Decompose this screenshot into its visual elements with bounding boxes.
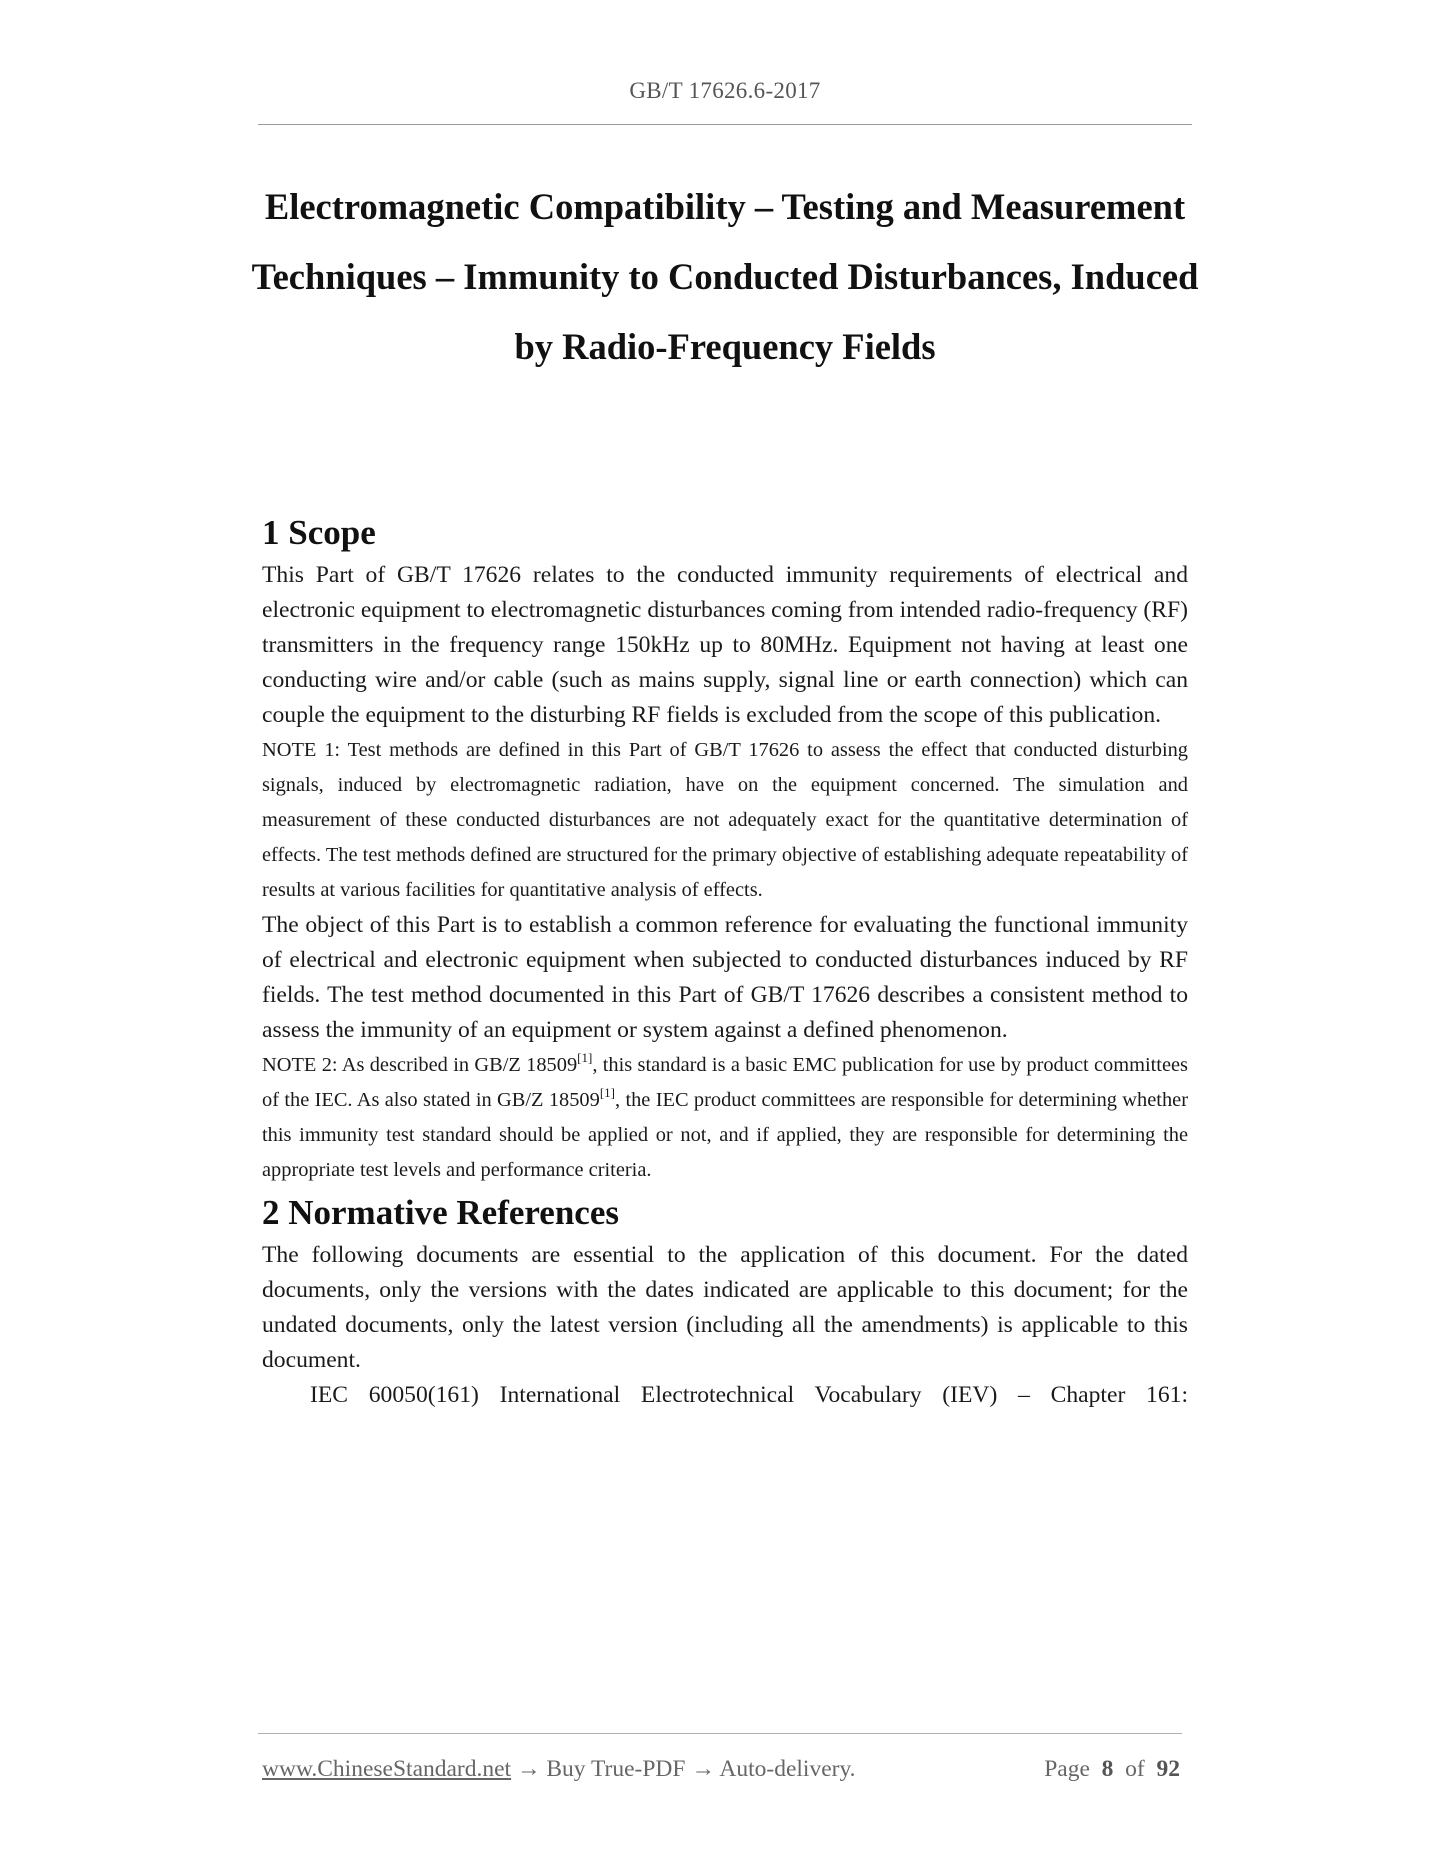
footer-rule [258,1733,1182,1734]
page-total: 92 [1156,1756,1180,1782]
footer-promo [262,1756,856,1783]
page-label: Page [1044,1756,1090,1782]
of-label: of [1125,1756,1145,1782]
title-line-2: Techniques – Immunity to Conducted Disturbances, Induced [251,256,1199,297]
scope-paragraph: This Part of GB/T 17626 relates to the conducted immunity requirements of electrical and electronic equipment to electromagnetic disturbances coming from intended radio-frequency (RF) transmitters in the frequency range 150kHz up to 80MHz. Equipment not having at least one conducting wire and/or cable (such as mains supply, signal line or earth connection) which can couple the equipment to the disturbing RF fields is excluded from the scope of this publication. [262,562,1188,728]
note-2-text-c: , the IEC product committees are responsible for determining whether this immunity test standard should be applied or not, and if applied, they are responsible for determining the appropriate test levels and performance criteria. [262,1089,1188,1181]
note-2-text-b: , this standard is a basic EMC publication for use by product committees of the IEC. As also stated in GB/Z 18509 [262,1054,1188,1111]
header-rule [258,124,1192,125]
footer-promo-text: → Buy True-PDF → Auto-delivery. [511,1756,856,1782]
section-heading-normative-references: 2 Normative References [262,1193,619,1232]
title-line-3: by Radio-Frequency Fields [514,326,936,367]
note-2 [262,1048,1188,1188]
citation-ref-2[interactable]: [1] [599,1085,615,1100]
citation-ref-1[interactable]: [1] [577,1050,593,1065]
running-header: GB/T 17626.6-2017 [629,78,821,103]
document-body [262,508,1188,1413]
title-line-1: Electromagnetic Compatibility – Testing and Measurement [264,186,1186,227]
document-title [250,172,1200,382]
page-number [1044,1756,1180,1783]
website-link[interactable]: www.ChineseStandard.net [262,1756,512,1782]
note-1: NOTE 1: Test methods are defined in this Part of GB/T 17626 to assess the effect that conducted disturbing signals, induced by electromagnetic radiation, have on the equipment concerned. The simulation and measurement of these conducted disturbances are not adequately exact for the quantitative determination of effects. The test methods defined are structured for the primary objective of establishing adequate repeatability of results at various facilities for quantitative analysis of effects. [262,739,1188,901]
normative-references-paragraph: The following documents are essential to the application of this document. For the dated documents, only the versions with the dates indicated are applicable to this document; for the undated documents, only the latest version (including all the amendments) is applicable to this document. [262,1242,1188,1373]
note-2-text-a: NOTE 2: As described in GB/Z 18509 [262,1054,578,1076]
page-current: 8 [1101,1756,1114,1782]
object-paragraph: The object of this Part is to establish a common reference for evaluating the functional immunity of electrical and electronic equipment when subjected to conducted disturbances induced by RF fields. The test method documented in this Part of GB/T 17626 describes a consistent method to assess the immunity of an equipment or system against a defined phenomenon. [262,912,1188,1043]
section-heading-scope: 1 Scope [262,513,376,552]
reference-entry: IEC 60050(161) International Electrotechnical Vocabulary (IEV) – Chapter 161: [310,1382,1188,1408]
